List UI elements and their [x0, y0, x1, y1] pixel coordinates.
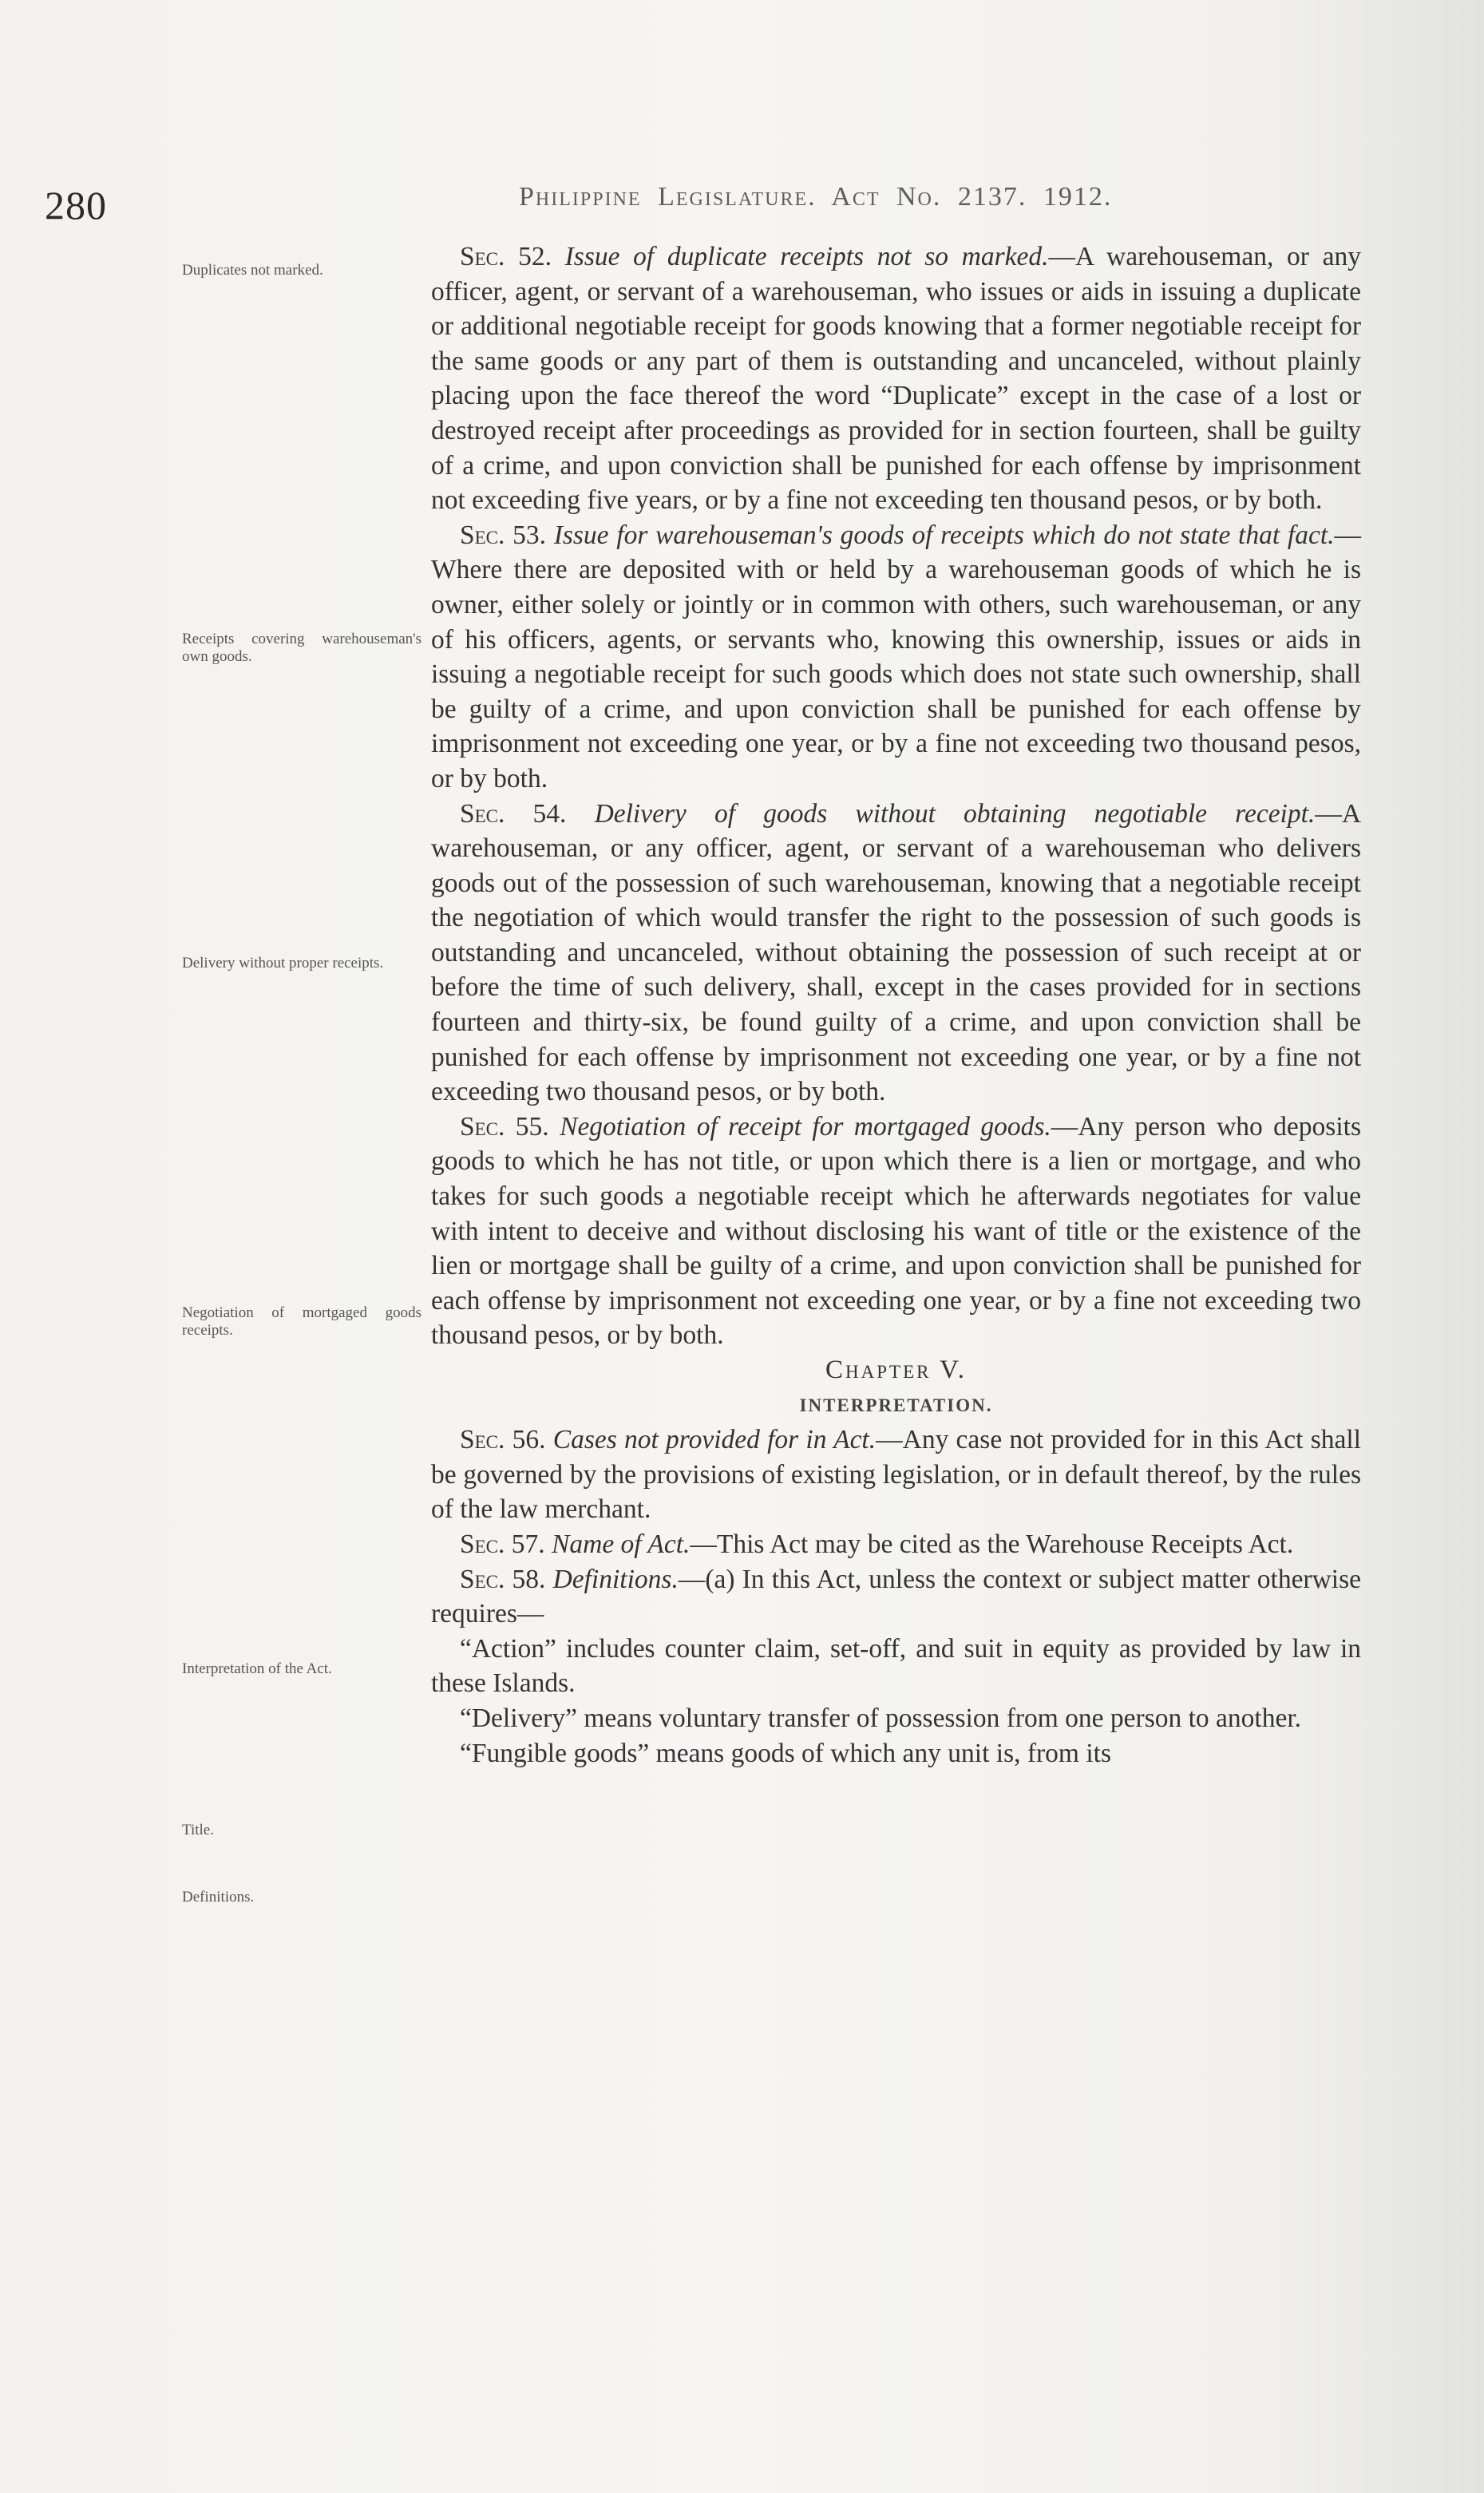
section-label: Sec. 53. — [460, 520, 546, 550]
section-53 — [431, 518, 1361, 797]
margin-note-delivery: Delivery without proper receipts. — [182, 955, 384, 971]
section-55 — [431, 1110, 1361, 1353]
margin-note-title: Title. — [182, 1822, 214, 1838]
section-58 — [431, 1562, 1361, 1632]
section-text: —Any case not provided for in this Act shall be governed by the provisions of existing legislation, or in default thereof, by the rules of the law merchant. — [431, 1425, 1361, 1525]
margin-note-mortgaged: Negotiation of mortgaged goods receipts. — [182, 1304, 421, 1339]
definition-delivery: “Delivery” means voluntary transfer of possession from one person to another. — [460, 1703, 1302, 1733]
section-54 — [431, 797, 1361, 1110]
margin-note-definitions: Definitions. — [182, 1889, 255, 1905]
section-text: —Any person who deposits goods to which he has not title, or upon which there is a lien or mortgage, and who takes for such goods a negotiable receipt which he afterwards negotiates for value with intent to deceive and without disclosing his want of title or the existence of the lien or mortgage shall be guilty of a crime, and upon conviction shall be punished for each offense by imprisonment not exceeding one year, or by a fine not exceeding two thousand pesos, or by both. — [431, 1111, 1361, 1351]
section-57 — [431, 1527, 1361, 1562]
body-text — [431, 239, 1361, 1771]
section-text: —A warehouseman, or any officer, agent, or servant of a warehouseman who delivers goods out of the possession of such warehouseman, knowing that a negotiable receipt the negotiation of which would transfer the right to the possession of such goods is outstanding and uncanceled, without obtaining the possession of such receipt at or before the time of such delivery, shall, except in the cases provided for in sections fourteen and thirty-six, be found guilty of a crime, and upon conviction shall be punished for each offense by imprisonment not exceeding one year, or by a fine not exceeding two thousand pesos, or by both. — [431, 798, 1362, 1107]
section-title: Name of Act. — [552, 1529, 691, 1559]
section-56 — [431, 1423, 1361, 1527]
page-number: 280 — [45, 183, 107, 228]
section-text: —Where there are deposited with or held by a warehouseman goods of which he is owner, either solely or jointly or in common with others, such warehouseman, or any of his officers, agents, or servants who, knowing this ownership, issues or aids in issuing a negotiable receipt for such goods which does not state such ownership, shall be guilty of a crime, and upon conviction shall be punished for each offense by imprisonment not exceeding one year, or by a fine not exceeding two thousand pesos, or by both. — [431, 520, 1361, 793]
margin-note-duplicates: Duplicates not marked. — [182, 262, 323, 279]
section-title: Negotiation of receipt for mortgaged goods. — [560, 1111, 1051, 1142]
definition-action: “Action” includes counter claim, set-off, and suit in equity as provided by law in these Islands. — [431, 1633, 1361, 1699]
section-title: Issue of duplicate receipts not so marked. — [564, 242, 1049, 271]
definition-fungible-goods: “Fungible goods” means goods of which any unit is, from its — [460, 1738, 1112, 1768]
section-label: Sec. 58. — [460, 1564, 546, 1594]
chapter-title: INTERPRETATION. — [799, 1395, 993, 1415]
section-text: —(a) In this Act, unless the context or subject matter otherwise requires— — [431, 1564, 1361, 1629]
running-head: Philippine Legislature. Act No. 2137. 1912. — [519, 182, 1113, 212]
chapter-heading: Chapter V. — [825, 1355, 967, 1384]
section-label: Sec. 57. — [460, 1529, 545, 1559]
section-52 — [431, 239, 1361, 518]
section-title: Definitions. — [552, 1564, 679, 1594]
section-label: Sec. 56. — [460, 1425, 546, 1455]
section-label: Sec. 55. — [460, 1111, 549, 1142]
margin-note-interpretation: Interpretation of the Act. — [182, 1660, 332, 1677]
section-label: Sec. 52. — [460, 242, 552, 271]
margin-note-receipts-own-goods: Receipts covering warehouseman's own goods. — [182, 631, 421, 665]
section-title: Delivery of goods without obtaining negotiable receipt. — [594, 798, 1316, 829]
section-title: Issue for warehouseman's goods of receipts which do not state that fact. — [553, 520, 1335, 550]
section-title: Cases not provided for in Act. — [552, 1425, 877, 1455]
section-label: Sec. 54. — [460, 798, 567, 829]
section-text: —A warehouseman, or any officer, agent, or servant of a warehouseman, who issues or aids in issuing a duplicate or additional negotiable receipt for goods knowing that a former negotiable receipt for the same goods or any part of them is outstanding and uncanceled, without plainly placing upon the face thereof the word “Duplicate” except in the case of a lost or destroyed receipt after proceedings as provided for in section fourteen, shall be guilty of a crime, and upon conviction shall be punished for each offense by imprisonment not exceeding five years, or by a fine not exceeding ten thousand pesos, or by both. — [431, 242, 1361, 516]
section-text: —This Act may be cited as the Warehouse Receipts Act. — [690, 1529, 1294, 1559]
